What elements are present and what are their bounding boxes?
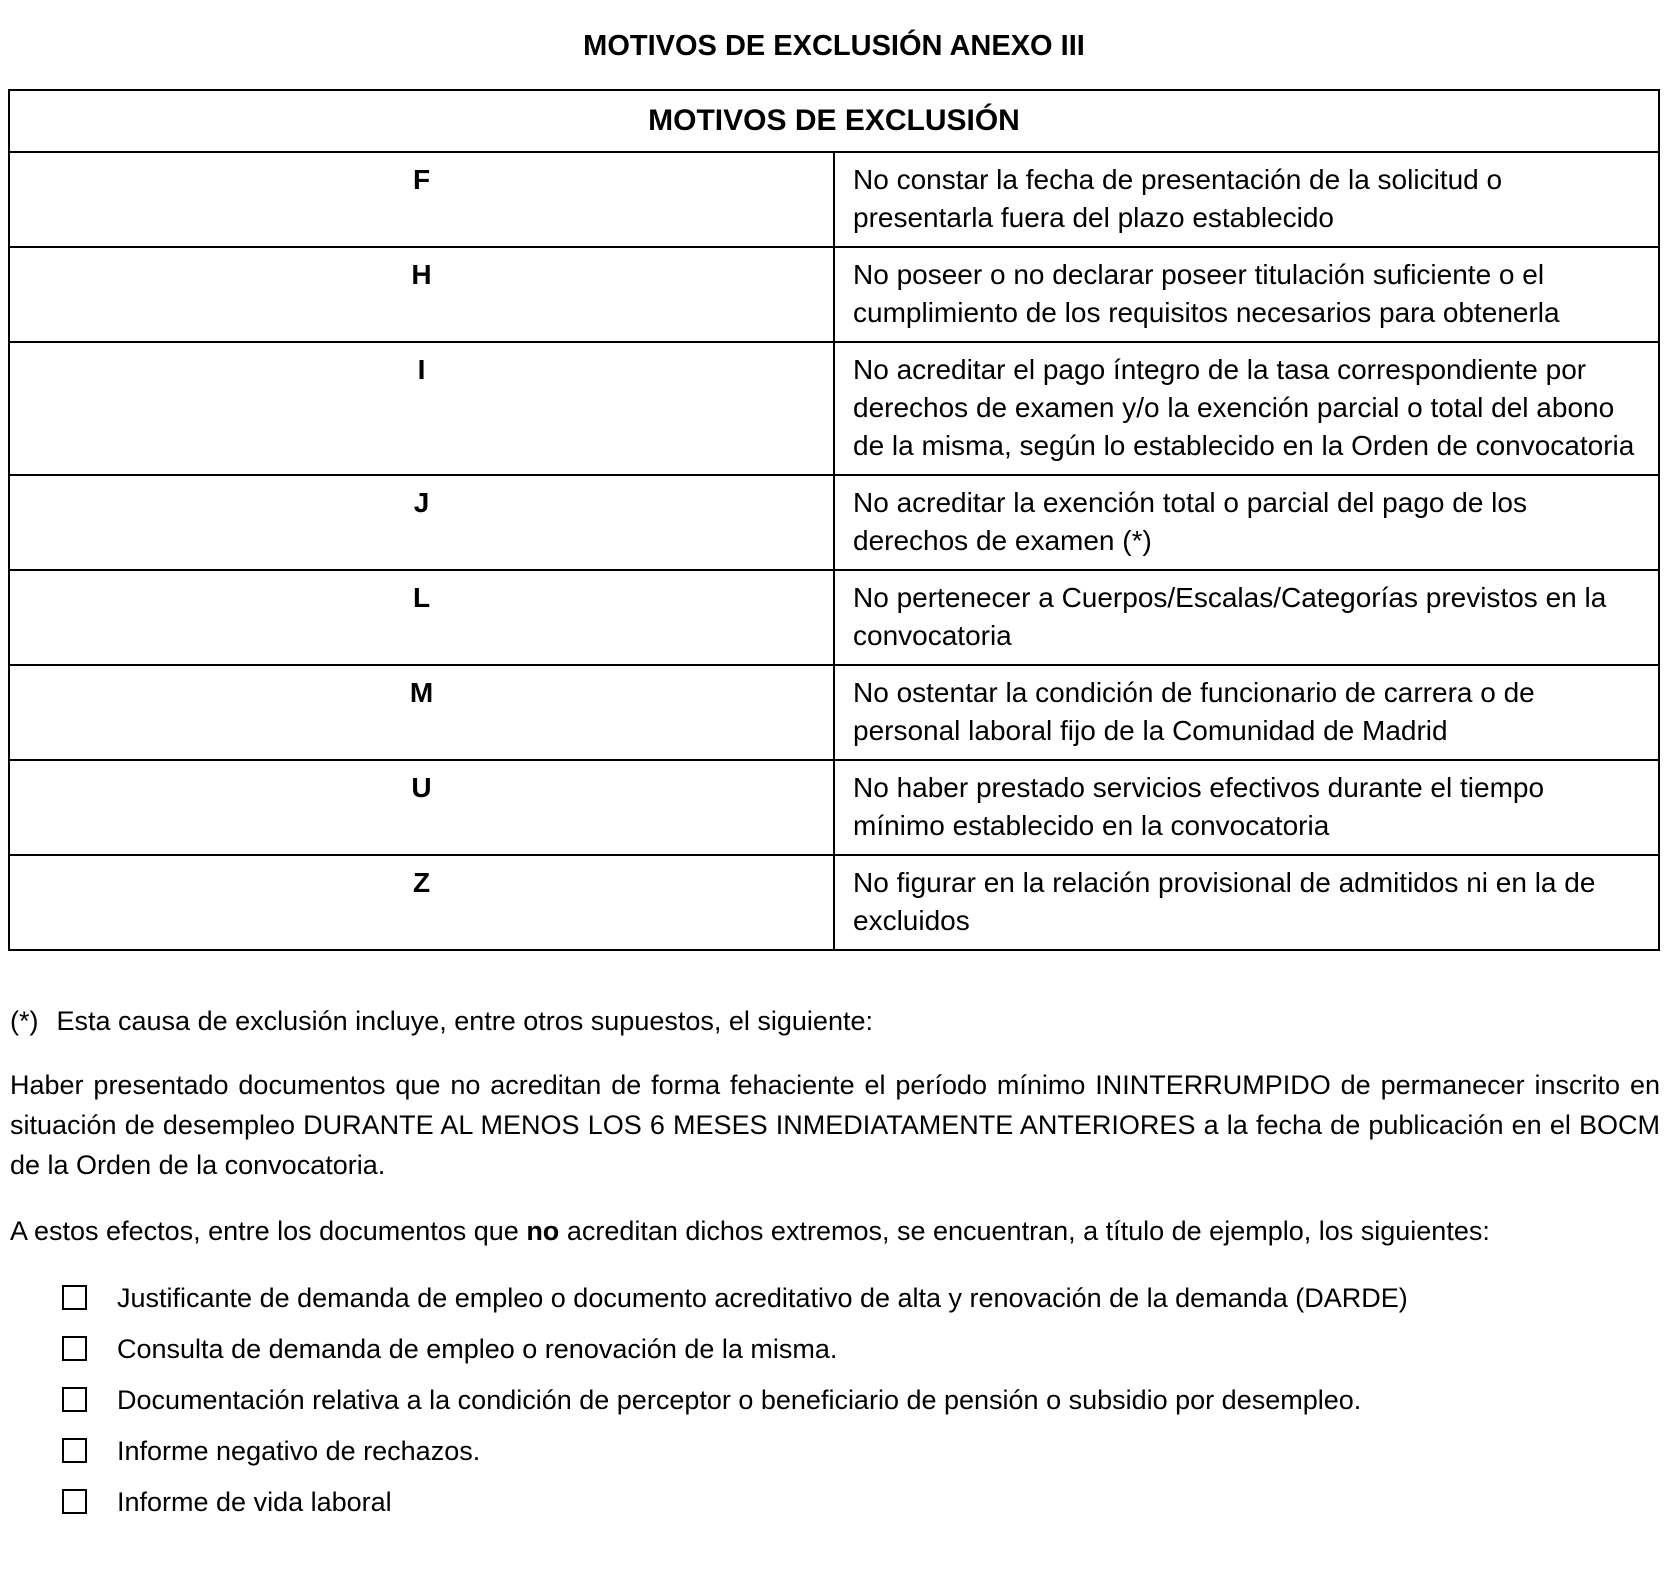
- exclusion-table: [8, 89, 1660, 951]
- checklist-item: [8, 1281, 1660, 1315]
- checkbox-icon: [62, 1489, 87, 1514]
- checkbox-icon: [62, 1387, 87, 1412]
- paragraph-2-before: A estos efectos, entre los documentos que: [10, 1216, 527, 1246]
- checklist-item: [8, 1383, 1660, 1417]
- paragraph-documents-intro: [8, 1211, 1660, 1251]
- checklist-item-text: Justificante de demanda de empleo o documento acreditativo de alta y renovación de la demanda (DARDE): [117, 1283, 1408, 1313]
- table-row: [9, 475, 1659, 570]
- exclusion-description: No pertenecer a Cuerpos/Escalas/Categorías previstos en la convocatoria: [834, 570, 1659, 665]
- paragraph-exclusion-detail: Haber presentado documentos que no acreditan de forma fehaciente el período mínimo ININTERRUMPIDO de permanecer inscrito en situación de desempleo DURANTE AL MENOS LOS 6 MESES INMEDIATAMENTE ANTERIORES a la fecha de publicación en el BOCM de la Orden de la convocatoria.: [10, 1070, 1660, 1180]
- exclusion-description: No constar la fecha de presentación de la solicitud o presentarla fuera del plazo establecido: [834, 152, 1659, 247]
- checkbox-icon: [62, 1285, 87, 1310]
- checklist-item-text: Consulta de demanda de empleo o renovación de la misma.: [117, 1334, 838, 1364]
- paragraph-2-after: acreditan dichos extremos, se encuentran, a título de ejemplo, los siguientes:: [559, 1216, 1490, 1246]
- table-row: [9, 247, 1659, 342]
- exclusion-description: No acreditar la exención total o parcial del pago de los derechos de examen (*): [834, 475, 1659, 570]
- table-row: [9, 342, 1659, 475]
- exclusion-code: Z: [9, 855, 834, 950]
- exclusion-description: No figurar en la relación provisional de admitidos ni en la de excluidos: [834, 855, 1659, 950]
- paragraph-2-bold: no: [526, 1216, 560, 1246]
- table-header-row: [9, 90, 1659, 152]
- checkbox-icon: [62, 1336, 87, 1361]
- checklist-item: [8, 1485, 1660, 1519]
- exclusion-description: No acreditar el pago íntegro de la tasa correspondiente por derechos de examen y/o la exención parcial o total del abono de la misma, según lo establecido en la Orden de convocatoria: [834, 342, 1659, 475]
- exclusion-code: I: [9, 342, 834, 475]
- exclusion-description: No ostentar la condición de funcionario de carrera o de personal laboral fijo de la Comunidad de Madrid: [834, 665, 1659, 760]
- checklist-item-text: Informe de vida laboral: [117, 1487, 392, 1517]
- exclusion-code: M: [9, 665, 834, 760]
- table-row: [9, 855, 1659, 950]
- table-row: [9, 760, 1659, 855]
- footnote-marker: (*): [10, 1006, 39, 1036]
- table-row: [9, 665, 1659, 760]
- checklist-item: [8, 1332, 1660, 1366]
- table-header: MOTIVOS DE EXCLUSIÓN: [9, 90, 1659, 152]
- document-title: MOTIVOS DE EXCLUSIÓN ANEXO III: [583, 30, 1085, 62]
- exclusion-description: No poseer o no declarar poseer titulación suficiente o el cumplimiento de los requisitos necesarios para obtenerla: [834, 247, 1659, 342]
- exclusion-code: L: [9, 570, 834, 665]
- exclusion-code: U: [9, 760, 834, 855]
- exclusion-code: F: [9, 152, 834, 247]
- exclusion-description: No haber prestado servicios efectivos durante el tiempo mínimo establecido en la convocatoria: [834, 760, 1659, 855]
- checklist-item-text: Documentación relativa a la condición de perceptor o beneficiario de pensión o subsidio por desempleo.: [117, 1385, 1362, 1415]
- footnote-text: Esta causa de exclusión incluye, entre otros supuestos, el siguiente:: [56, 1006, 873, 1036]
- exclusion-code: J: [9, 475, 834, 570]
- document-checklist: [8, 1281, 1660, 1519]
- checklist-item: [8, 1434, 1660, 1468]
- table-row: [9, 570, 1659, 665]
- checkbox-icon: [62, 1438, 87, 1463]
- table-row: [9, 152, 1659, 247]
- exclusion-code: H: [9, 247, 834, 342]
- checklist-item-text: Informe negativo de rechazos.: [117, 1436, 481, 1466]
- footnote: [8, 1003, 1660, 1039]
